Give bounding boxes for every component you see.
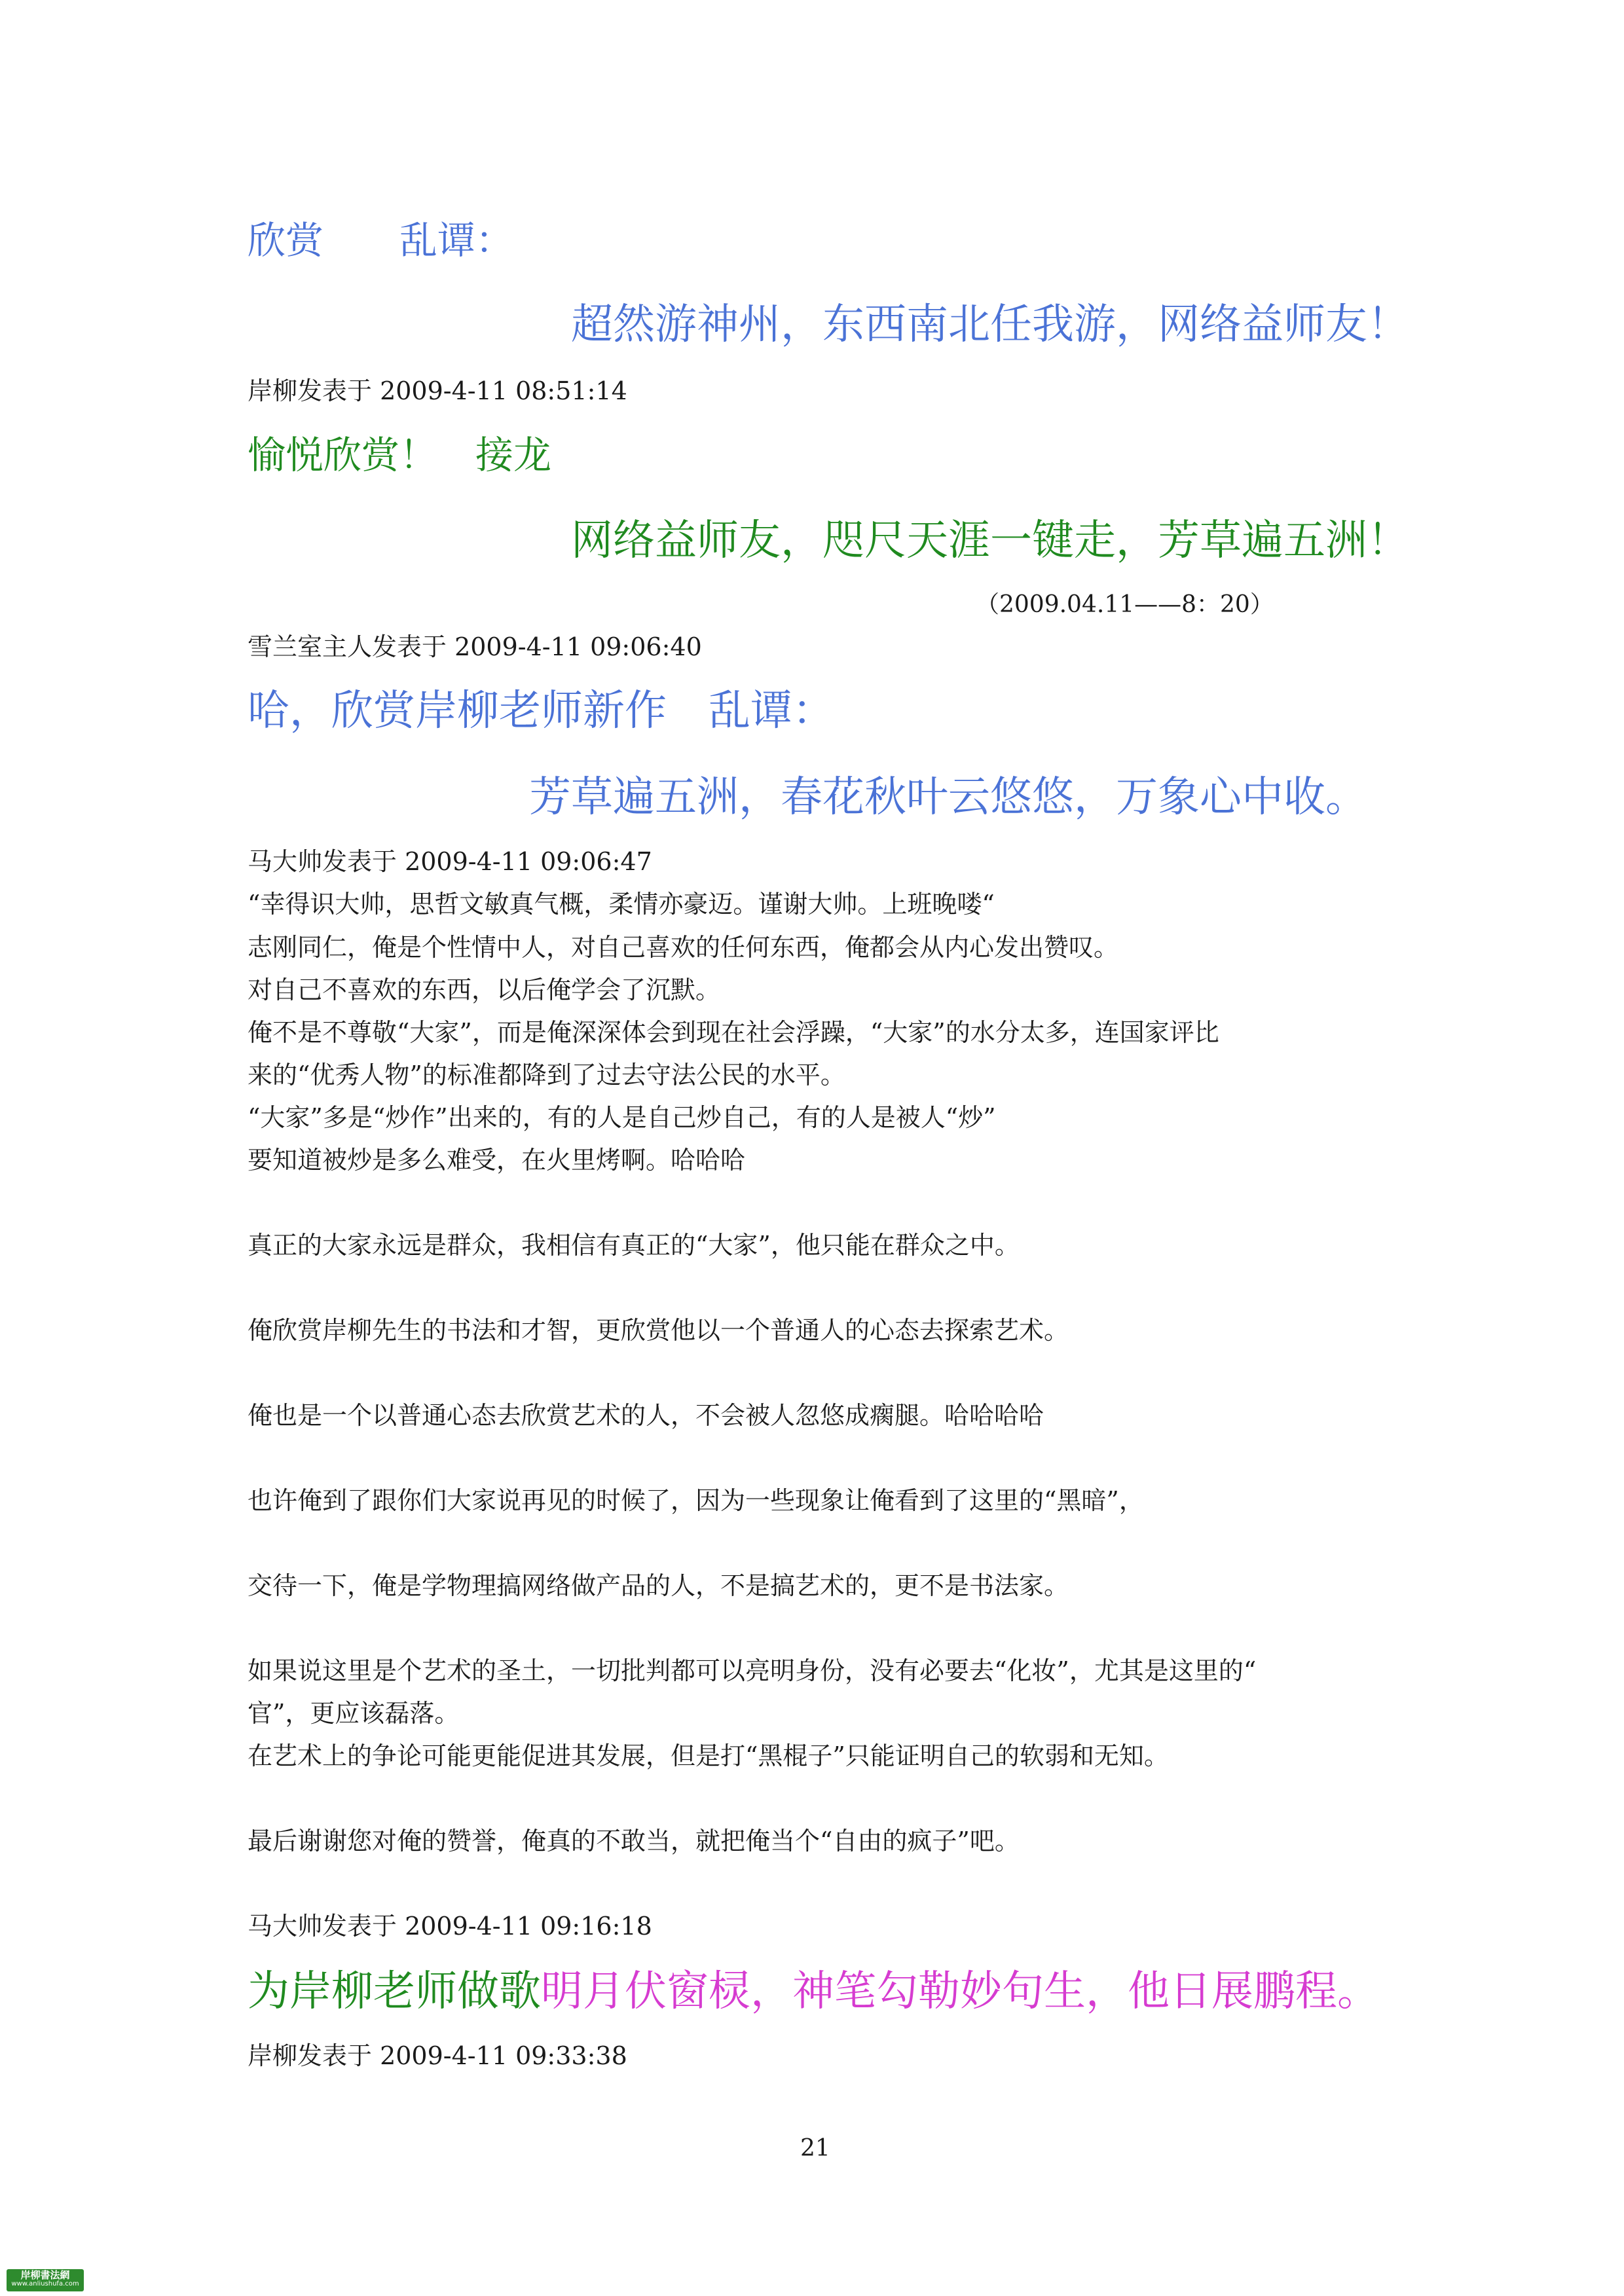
reply-line: 真正的大家永远是群众，我相信有真正的“大家”，他只能在群众之中。: [248, 1231, 1020, 1260]
post-meta-5: 岸柳发表于 2009-4-11 09:33:38: [248, 2041, 627, 2070]
post-meta-1: 岸柳发表于 2009-4-11 08:51:14: [248, 376, 627, 405]
poem-line-3: 芳草遍五洲，春花秋叶云悠悠，万象心中收。: [529, 773, 1367, 822]
reply-line: 俺不是不尊敬“大家”，而是俺深深体会到现在社会浮躁，“大家”的水分太多，连国家评比: [248, 1018, 1219, 1047]
reply-line: 对自己不喜欢的东西，以后俺学会了沉默。: [248, 975, 721, 1004]
site-logo-text: 岸柳書法網: [20, 2269, 70, 2281]
reply-line: 来的“优秀人物”的标准都降到了过去守法公民的水平。: [248, 1061, 845, 1089]
heading-solitaire: 愉悦欣赏！ 接龙: [248, 433, 552, 477]
final-poem-verse: 明月伏窗棂，神笔勾勒妙句生，他日展鹏程。: [541, 1967, 1379, 2016]
reply-line: 最后谢谢您对俺的赞誉，俺真的不敢当，就把俺当个“自由的疯子”吧。: [248, 1827, 1020, 1855]
reply-line: 官”，更应该磊落。: [248, 1699, 460, 1728]
final-poem-line: [248, 1967, 1379, 2016]
reply-line: 如果说这里是个艺术的圣土，一切批判都可以亮明身份，没有必要去“化妆”，尤其是这里的“: [248, 1656, 1257, 1685]
poem-line-1: 超然游神州，东西南北任我游，网络益师友！: [571, 301, 1409, 349]
reply-line: 交待一下，俺是学物理搞网络做产品的人，不是搞艺术的，更不是书法家。: [248, 1571, 1069, 1600]
reply-line: 志刚同仁，俺是个性情中人，对自己喜欢的任何东西，俺都会从内心发出赞叹。: [248, 933, 1119, 962]
reply-line: 俺也是一个以普通心态去欣赏艺术的人，不会被人忽悠成瘸腿。哈哈哈哈: [248, 1401, 1044, 1430]
heading-appreciate-new-work: 哈，欣赏岸柳老师新作 乱谭：: [248, 687, 834, 735]
page-number: 21: [800, 2135, 830, 2162]
poem-line-2: 网络益师友，咫尺天涯一键走，芳草遍五洲！: [571, 517, 1409, 565]
final-poem-prefix: 为岸柳老师做歌: [248, 1967, 541, 2016]
heading-appreciate: 欣赏 乱谭：: [248, 218, 514, 263]
reply-line: 要知道被炒是多么难受，在火里烤啊。哈哈哈: [248, 1146, 746, 1175]
post-meta-4: 马大帅发表于 2009-4-11 09:16:18: [248, 1912, 652, 1941]
post-meta-3: 马大帅发表于 2009-4-11 09:06:47: [248, 847, 652, 876]
post-meta-2: 雪兰室主人发表于 2009-4-11 09:06:40: [248, 632, 702, 661]
site-logo: [7, 2269, 84, 2291]
quoted-text: “幸得识大帅，思哲文敏真气概，柔情亦豪迈。谨谢大帅。上班晚喽“: [248, 890, 995, 919]
reply-line: 在艺术上的争论可能更能促进其发展，但是打“黑棍子”只能证明自己的软弱和无知。: [248, 1741, 1169, 1770]
poem-date-note: （2009.04.11——8：20）: [976, 591, 1274, 618]
reply-line: 也许俺到了跟你们大家说再见的时候了，因为一些现象让俺看到了这里的“黑暗”，: [248, 1486, 1144, 1515]
reply-line: “大家”多是“炒作”出来的，有的人是自己炒自己，有的人是被人“炒”: [248, 1103, 996, 1132]
site-logo-url: www.anliushufa.com: [11, 2280, 79, 2287]
reply-line: 俺欣赏岸柳先生的书法和才智，更欣赏他以一个普通人的心态去探索艺术。: [248, 1316, 1069, 1345]
